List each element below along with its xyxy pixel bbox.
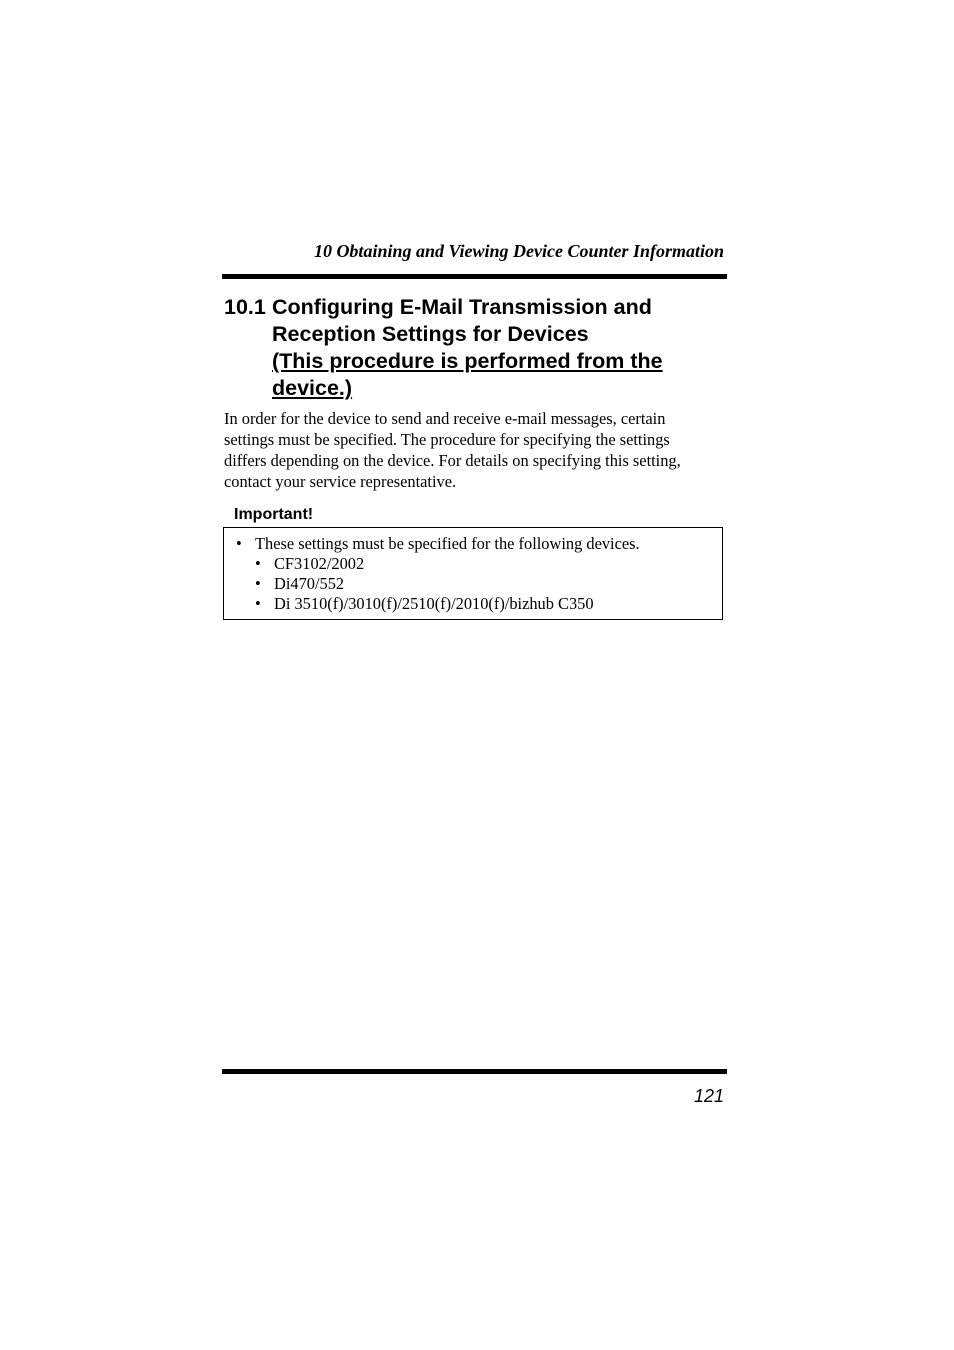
body-line: contact your service representative. xyxy=(224,472,457,491)
heading-text xyxy=(272,294,724,402)
body-line: differs depending on the device. For details on specifying this setting, xyxy=(224,451,681,470)
list-item-text: Di470/552 xyxy=(274,574,345,593)
running-header: 10 Obtaining and Viewing Device Counter Information xyxy=(313,241,724,261)
page-number: 121 xyxy=(693,1086,724,1106)
heading-row xyxy=(224,294,724,402)
section-number: 10.1 xyxy=(224,295,266,319)
list-item-text: CF3102/2002 xyxy=(274,554,365,573)
bullet-icon: • xyxy=(255,594,261,613)
list-item xyxy=(255,594,594,614)
important-box xyxy=(223,527,723,620)
section-heading xyxy=(224,294,724,402)
bullet-icon: • xyxy=(255,554,261,573)
list-item-text: These settings must be specified for the following devices. xyxy=(255,534,640,553)
list-item xyxy=(255,574,344,594)
body-line: In order for the device to send and receive e-mail messages, certain xyxy=(224,409,666,428)
header-rule xyxy=(222,274,727,279)
body-paragraph xyxy=(224,408,724,492)
list-item xyxy=(236,534,640,554)
section-title-line-1: Configuring E-Mail Transmission and xyxy=(272,295,652,319)
bullet-icon: • xyxy=(255,574,261,593)
important-label: Important! xyxy=(234,506,314,523)
list-item xyxy=(255,554,364,574)
footer-rule xyxy=(222,1069,727,1074)
section-title-line-2: Reception Settings for Devices xyxy=(272,322,589,346)
bullet-icon: • xyxy=(236,534,242,553)
list-item-text: Di 3510(f)/3010(f)/2510(f)/2010(f)/bizhub C350 xyxy=(274,594,594,613)
section-subtitle-line-1: (This procedure is performed from the xyxy=(272,349,663,373)
body-line: settings must be specified. The procedure for specifying the settings xyxy=(224,430,670,449)
section-subtitle-line-2: device.) xyxy=(272,376,353,400)
